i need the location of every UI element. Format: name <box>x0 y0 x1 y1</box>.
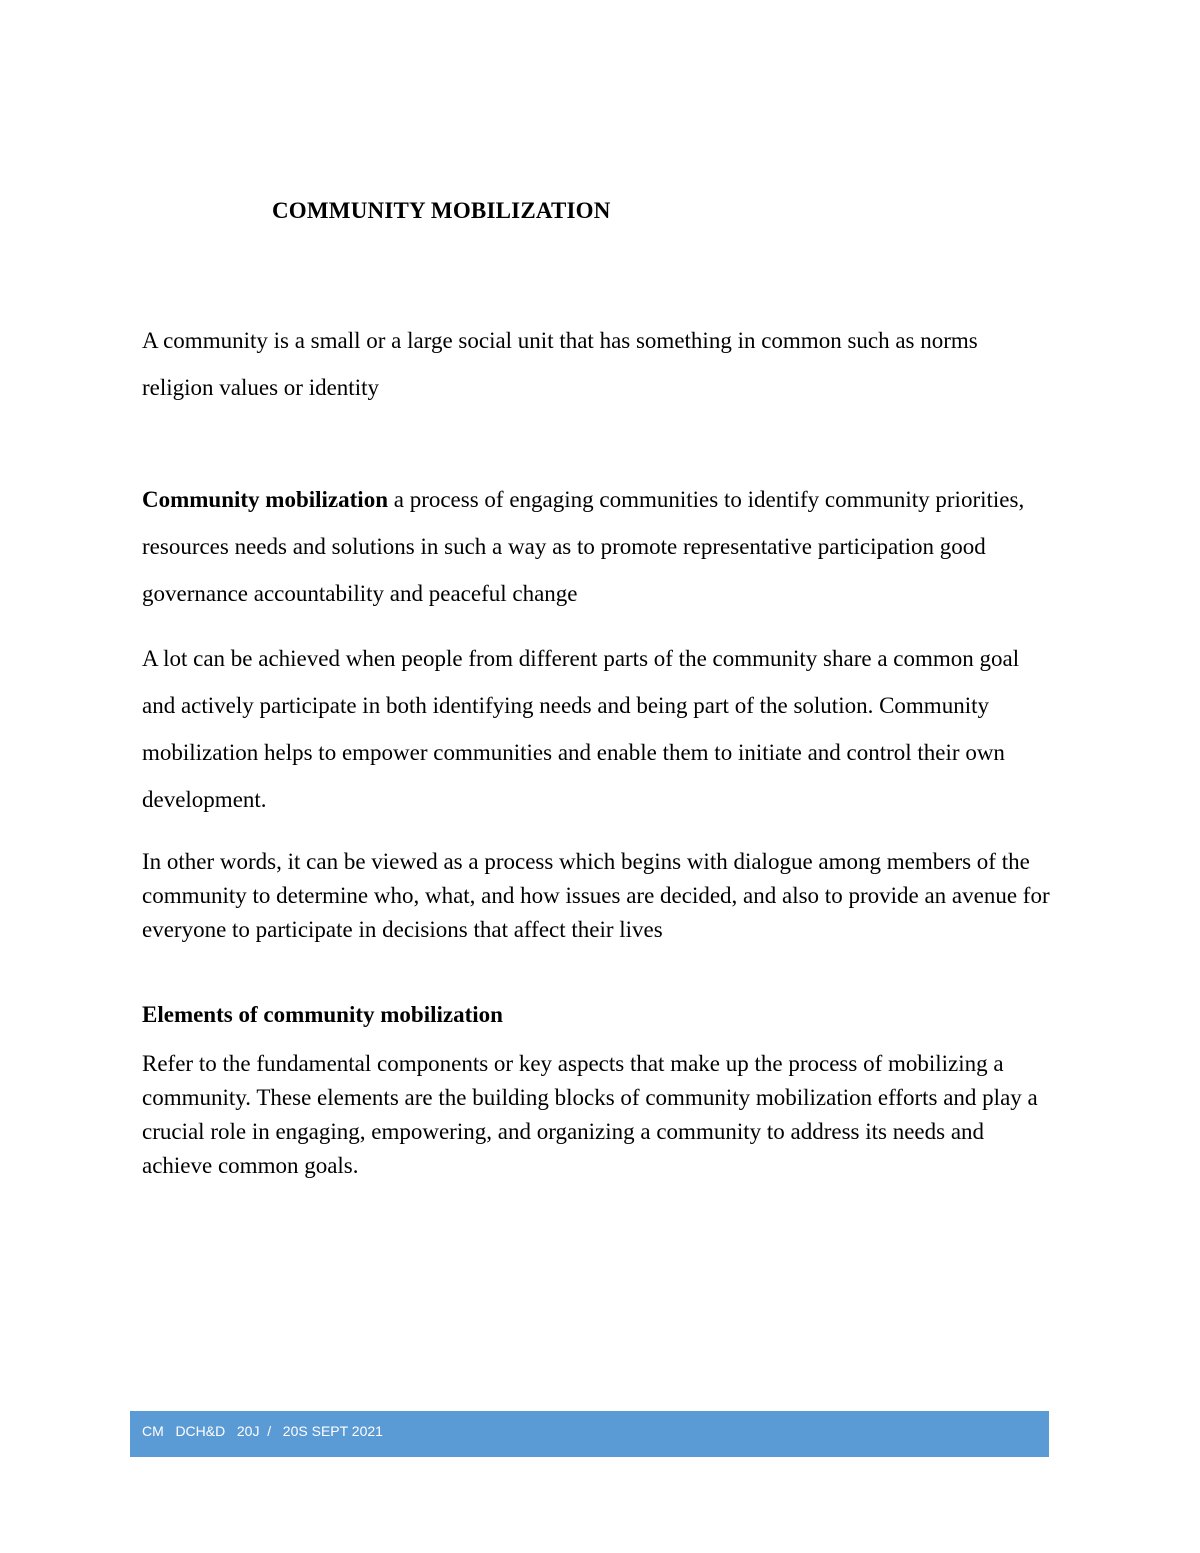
paragraph-mobilization-definition <box>142 476 1052 617</box>
paragraph-elements-description: Refer to the fundamental components or key aspects that make up the process of mobilizing a community. These elements are the building blocks of community mobilization efforts and play a crucial role in engaging, empowering, and organizing a community to address its needs and achieve common goals. <box>142 1051 1038 1178</box>
paragraph-other-words: In other words, it can be viewed as a process which begins with dialogue among members of the community to determine who, what, and how issues are decided, and also to provide an avenue for everyone to participate in decisions that affect their lives <box>142 849 1050 942</box>
page-title: COMMUNITY MOBILIZATION <box>272 198 611 223</box>
section-heading-elements: Elements of community mobilization <box>142 1002 503 1027</box>
footer-bar <box>130 1411 1049 1457</box>
defined-term: Community mobilization <box>142 487 388 512</box>
paragraph-community-definition: A community is a small or a large social unit that has something in common such as norms religion values or identity <box>142 328 978 400</box>
paragraph-achievement: A lot can be achieved when people from different parts of the community share a common goal and actively participate in both identifying needs and being part of the solution. Community mobilization helps to empower communities and enable them to initiate and control their own development. <box>142 646 1020 812</box>
definition-text: a process of engaging communities to identify community priorities, resources needs and solutions in such a way as to promote representative participation good governance accountability and peaceful change <box>142 487 1025 606</box>
footer-text: CM DCH&D 20J / 20S SEPT 2021 <box>142 1423 383 1439</box>
